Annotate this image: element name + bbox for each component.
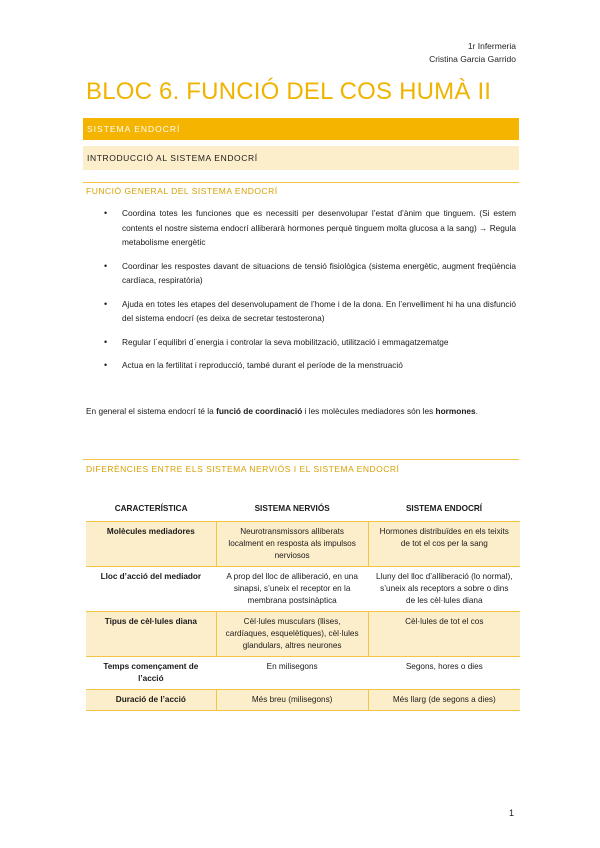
page-number: 1 [508, 808, 514, 818]
summary-paragraph: En general el sistema endocrí té la funció de coordinació i les molècules mediadores són les hormones. [86, 406, 478, 416]
table-cell: Neurotransmissors alliberats localment en resposta als impulsos nerviosos [216, 522, 368, 567]
table-cell: Més breu (milisegons) [216, 690, 368, 711]
bullet-icon: • [104, 336, 108, 347]
table-cell: Segons, hores o dies [368, 657, 520, 690]
heading-diferencies: DIFERÈNCIES ENTRE ELS SISTEMA NERVIÓS I EL SISTEMA ENDOCRÍ [86, 464, 400, 474]
header-course: 1r Infermeria [467, 41, 516, 51]
header-author: Cristina Garcia Garrido [429, 54, 516, 64]
heading-funcio-general: FUNCIÓ GENERAL DEL SISTEMA ENDOCRÍ [86, 186, 278, 196]
table-cell: Més llarg (de segons a dies) [368, 690, 520, 711]
bold-funcio-coordinacio: funció de coordinació [216, 406, 303, 416]
bullet-icon: • [104, 260, 108, 271]
table-row [86, 522, 520, 567]
table-cell: A prop del lloc de alliberació, en una sinapsi, s’uneix el receptor en la membrana postsinàptica [216, 567, 368, 612]
table-cell: Hormones distribuïdes en els teixits de tot el cos per la sang [368, 522, 520, 567]
bullet-icon: • [104, 298, 108, 309]
page-title: BLOC 6. FUNCIÓ DEL COS HUMÀ II [86, 78, 492, 105]
table-cell: Cèl·lules de tot el cos [368, 612, 520, 657]
bullet-icon: • [104, 208, 108, 218]
bullet-icon: • [104, 360, 108, 370]
bold-hormones: hormones [435, 406, 476, 416]
table-row [86, 657, 520, 690]
column-header: SISTEMA ENDOCRÍ [368, 500, 520, 522]
row-header: Temps començament de l’acció [86, 657, 216, 690]
table-cell: Lluny del lloc d’alliberació (lo normal), s’uneix als receptors a sobre o dins de les cèl·lules diana [368, 567, 520, 612]
row-header: Tipus de cèl·lules diana [86, 612, 216, 657]
table-row [86, 690, 520, 711]
list-item: • Ajuda en totes les etapes del desenvolupament de l’home i de la dona. En l’envelliment hi ha una disfunció del sistema endocrí (es deixa de secretar testosterona) [104, 298, 516, 323]
list-item: • Regular l´equilibri d´energia i controlar la seva mobilització, utilització i emmagatzematge [100, 335, 516, 350]
row-header: Duració de l’acció [86, 690, 216, 711]
section-band-sistema-endocri: SISTEMA ENDOCRÍ [83, 118, 519, 140]
table-row [86, 612, 520, 657]
function-bullet-list [100, 206, 516, 382]
divider [83, 459, 519, 460]
column-header: SISTEMA NERVIÓS [216, 500, 368, 522]
column-header: CARACTERÍSTICA [86, 500, 216, 522]
list-item: • Coordinar les respostes davant de situacions de tensió fisiològica (sistema energètic, augment freqüència cardíaca, respiratòria) [104, 260, 516, 285]
table-cell: En milisegons [216, 657, 368, 690]
subsection-band-introduccio: INTRODUCCIÓ AL SISTEMA ENDOCRÍ [83, 146, 519, 170]
divider [83, 182, 519, 183]
row-header: Lloc d’acció del mediador [86, 567, 216, 612]
comparison-table [86, 500, 520, 711]
table-cell: Cèl·lules musculars (llises, cardíaques, esquelètiques), cèl·lules glandulars, altres neurones [216, 612, 368, 657]
table-header-row [86, 500, 520, 522]
list-item: • Actua en la fertilitat i reproducció, també durant el període de la menstruació [100, 358, 516, 373]
table-row [86, 567, 520, 612]
list-item: • Coordina totes les funciones que es necessiti per desenvolupar l’estat d’ànim que tinguem. (Si estem contents el nostre sistema endocrí alliberarà hormones perquè tinguem molta glucosa a la sang) → Regula metabolisme energètic [104, 208, 516, 247]
row-header: Molècules mediadores [86, 522, 216, 567]
document-header [429, 40, 516, 66]
